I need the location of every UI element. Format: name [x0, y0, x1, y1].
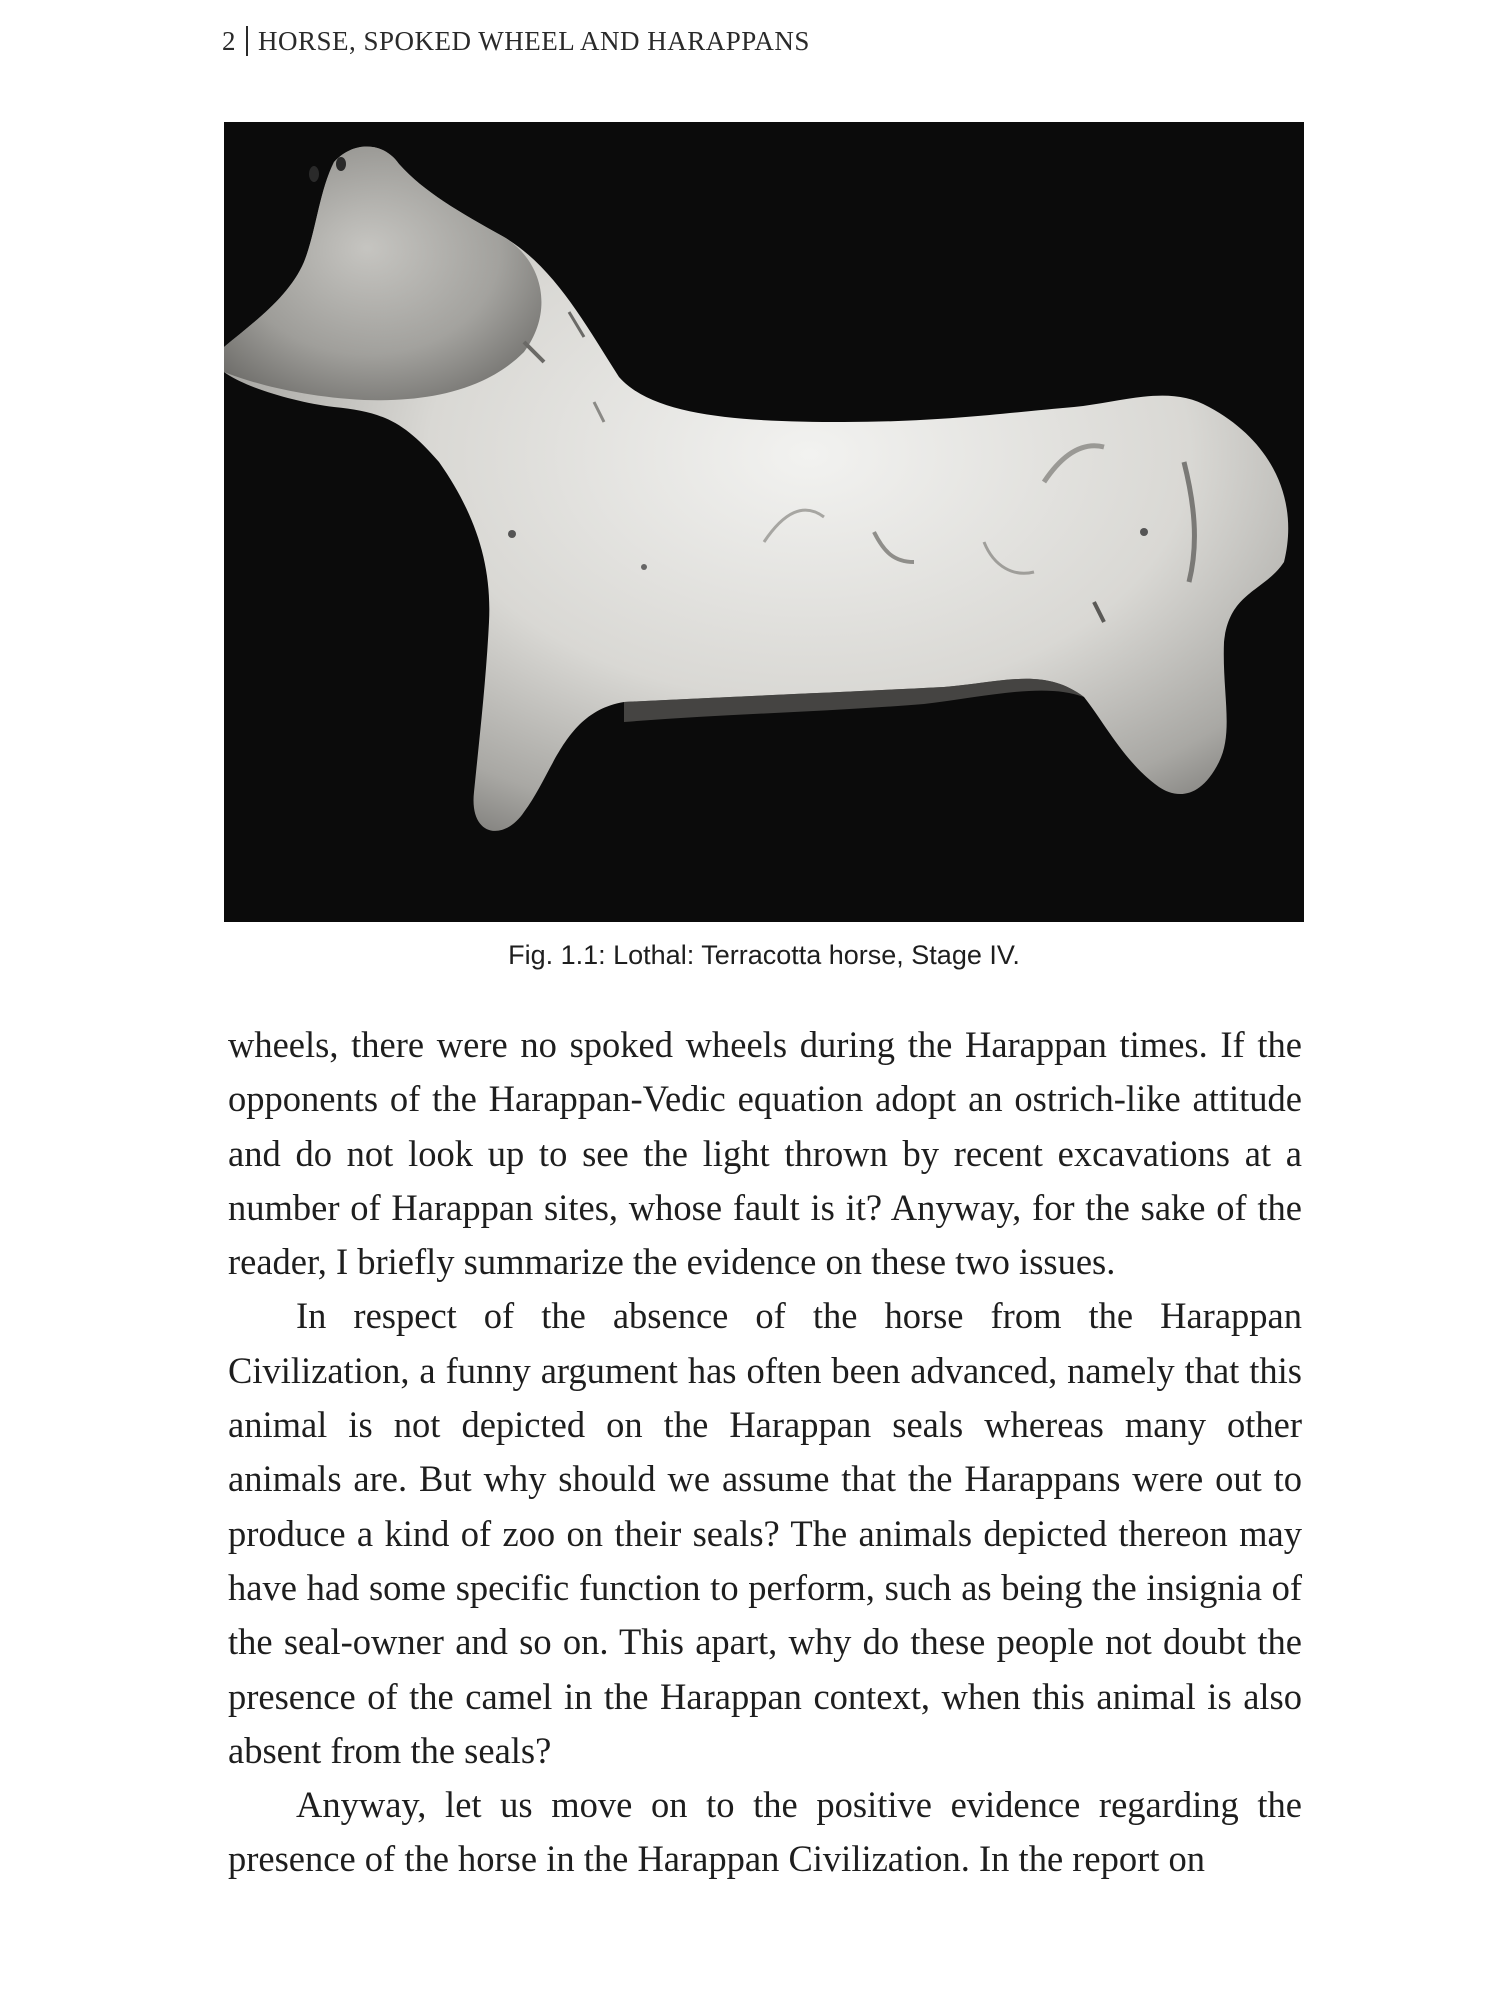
paragraph-continuation: wheels, there were no spoked wheels during the Harappan times. If the opponents of the Harappan-Vedic equation adopt an ostrich-like attitude and do not look up to see the light thrown by recent excavations at a number of Harappan sites, whose fault is it? Anyway, for the sake of the reader, I briefly summarize the evidence on these two issues.: [228, 1024, 1302, 1283]
terracotta-horse-illustration: [224, 122, 1304, 922]
header-divider: [246, 26, 248, 56]
running-header: [222, 26, 810, 57]
page-number: 2: [222, 26, 236, 56]
paragraph-horse-absence-argument: In respect of the absence of the horse from the Harappan Civilization, a funny argument has often been advanced, namely that this animal is not depicted on the Harappan seals whereas many other animals are. But why should we assume that the Harappans were out to produce a kind of zoo on their seals? The animals depicted thereon may have had some specific function to perform, such as being the insignia of the seal-owner and so on. This apart, why do these people not doubt the presence of the camel in the Harappan context, when this animal is also absent from the seals?: [228, 1295, 1302, 1771]
paragraph-positive-evidence: Anyway, let us move on to the positive evidence regarding the presence of the horse in the Harappan Civilization. In the report on: [228, 1784, 1302, 1880]
running-title: HORSE, SPOKED WHEEL AND HARAPPANS: [258, 26, 810, 56]
figure-terracotta-horse-photo: [224, 122, 1304, 922]
figure-caption: Fig. 1.1: Lothal: Terracotta horse, Stage IV.: [508, 940, 1020, 970]
body-text: [228, 1018, 1302, 1887]
